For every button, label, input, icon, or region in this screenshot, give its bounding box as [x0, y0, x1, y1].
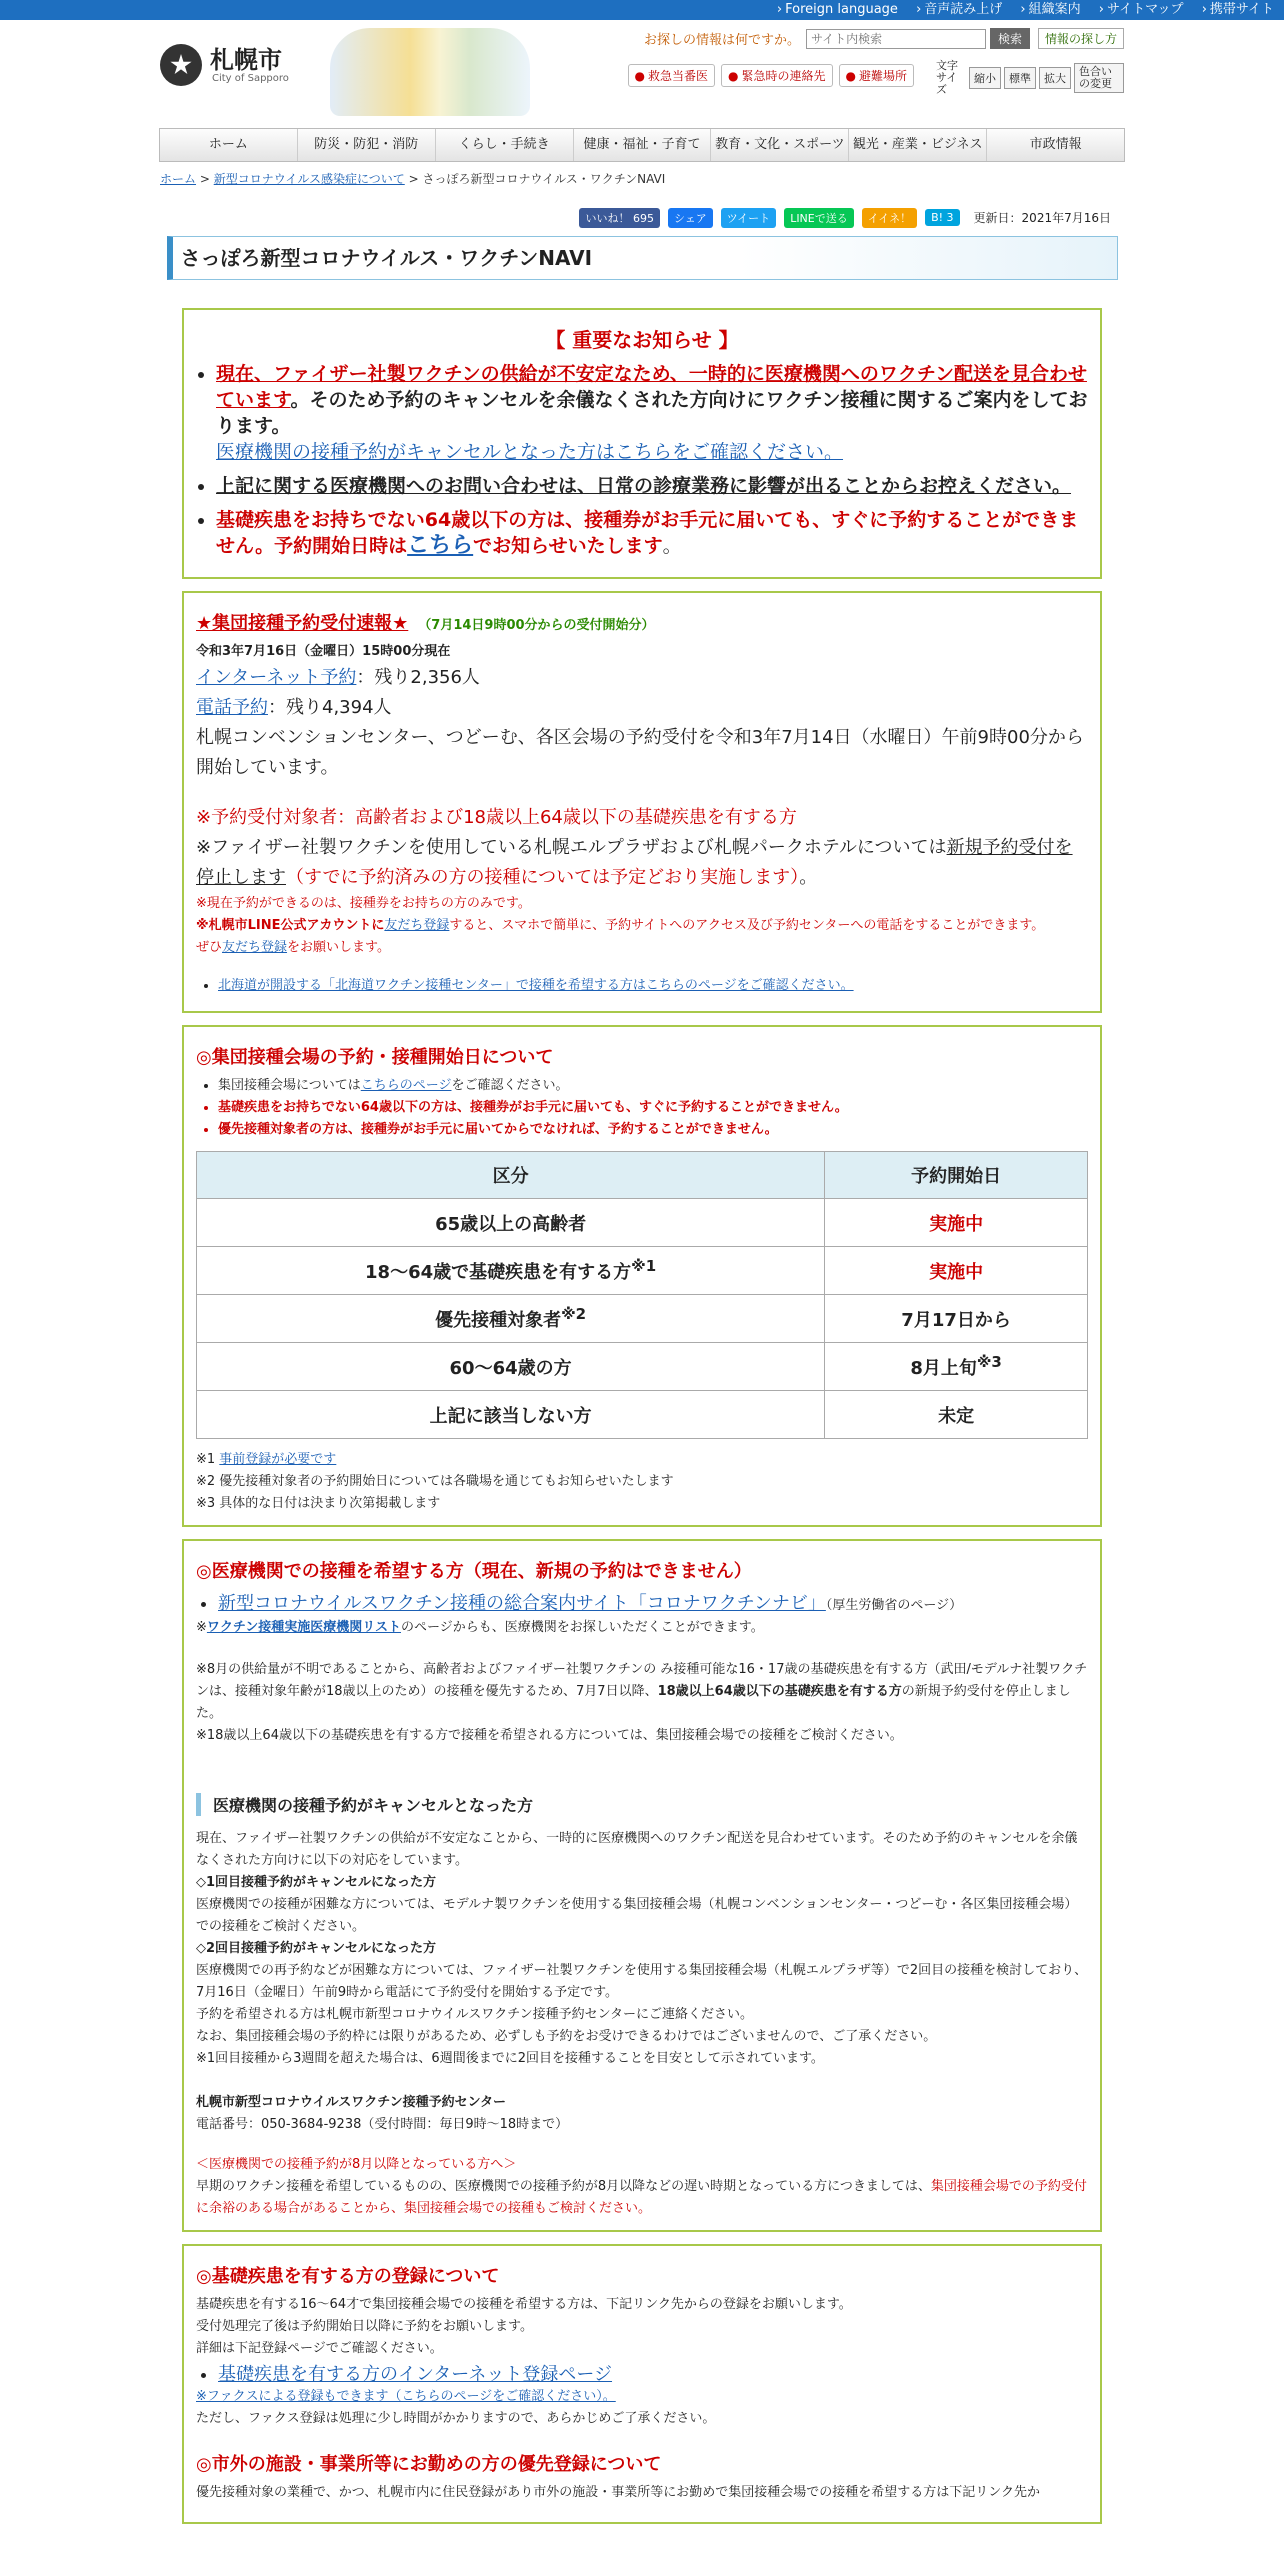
internet-reservation: インターネット予約：残り2,356人 [196, 667, 480, 688]
hokkaido-center-link[interactable]: 北海道が開設する「北海道ワクチン接種センター」で接種を希望する方はこちらのページをご確認ください。 [218, 978, 854, 993]
search-area [644, 28, 1124, 49]
institution-list-link[interactable]: ワクチン接種実施医療機関リスト [206, 1620, 401, 1635]
schedule-bullet-2: • 基礎疾患をお持ちでない64歳以下の方は、接種券がお手元に届いても、すぐに予約することができません。 [218, 1097, 1088, 1119]
search-input[interactable] [806, 29, 986, 49]
th-category: 区分 [197, 1152, 825, 1199]
table-row: 65歳以上の高齢者 実施中 [197, 1199, 1088, 1247]
search-button[interactable]: 検索 [990, 28, 1030, 49]
breadcrumb: ホーム > 新型コロナウイルス感染症について > さっぽろ新型コロナウイルス・ワクチンNAVI [160, 172, 666, 186]
line-button[interactable]: LINEで送る [784, 208, 854, 228]
schedule-note-1: ※1 事前登録が必要です [196, 1452, 337, 1467]
schedule-link[interactable]: こちら [407, 533, 474, 558]
font-smaller-button[interactable]: 縮小 [969, 67, 1001, 89]
font-normal-button[interactable]: 標準 [1004, 67, 1036, 89]
sitemap-link[interactable]: › サイトマップ [1099, 2, 1184, 17]
registration-text-1: 基礎疾患を有する16～64才で集団接種会場での接種を希望する方は、下記リンク先からの登録をお願いします。 [196, 2297, 852, 2312]
search-prompt: お探しの情報は何ですか。 [643, 33, 800, 48]
breadcrumb-home[interactable]: ホーム [160, 172, 197, 186]
cancelled-reservation-link[interactable]: 医療機関の接種予約がキャンセルとなった方はこちらをご確認ください。 [216, 441, 844, 463]
cancel-heading: 医療機関の接種予約がキャンセルとなった方 [196, 1793, 1088, 1816]
nav-tourism[interactable]: 観光・産業・ビジネス [849, 129, 987, 161]
breadcrumb-covid[interactable]: 新型コロナウイルス感染症について [213, 172, 405, 186]
phone-reservation: 電話予約：残り4,394人 [196, 697, 392, 718]
table-row: 優先接種対象者$^{※2}$ 7月17日から [197, 1295, 1088, 1343]
schedule-note-2: ※2 優先接種対象者の予約開始日については各職場を通じてもお知らせいたします [196, 1474, 674, 1489]
organization-link[interactable]: › 組織案内 [1020, 2, 1080, 17]
registration-heading: ◎基礎疾患を有する方の登録について [196, 2266, 500, 2287]
table-row: 60～64歳の方 8月上旬$^{※3}$ [197, 1343, 1088, 1391]
second-dose-heading: ◇2回目接種予約がキャンセルになった方 [196, 1941, 437, 1956]
emergency-links [622, 64, 915, 87]
foreign-language-link[interactable]: › Foreign language [777, 2, 898, 17]
outside-heading: ◎市外の施設・事業所等にお勤めの方の優先登録について [196, 2454, 662, 2475]
speech-link[interactable]: › 音声読み上げ [916, 2, 1002, 17]
line-friend-link-2[interactable]: 友だち登録 [222, 940, 288, 955]
nav-disaster[interactable]: 防災・防犯・消防 [298, 129, 436, 161]
schedule-bullet-3: • 優先接種対象者の方は、接種券がお手元に届いてからでなければ、予約することができません。 [218, 1119, 1088, 1141]
logo-name: 札幌市 [210, 44, 282, 74]
font-larger-button[interactable]: 拡大 [1039, 67, 1071, 89]
font-size-label: 文字サイズ [936, 59, 958, 96]
nav-education[interactable]: 教育・文化・スポーツ [711, 129, 849, 161]
second-dose-text-3: なお、集団接種会場の予約枠には限りがあるため、必ずしも予約をお受けできるわけではございませんので、ご了承ください。 [196, 2029, 937, 2044]
mobile-site-link[interactable]: › 携帯サイト [1202, 2, 1274, 17]
medical-heading: ◎医療機関での接種を希望する方（現在、新規の予約はできません） [196, 1561, 752, 1582]
note-line: ※札幌市LINE公式アカウントに友だち登録すると、スマホで簡単に、予約サイトへのアクセス及び予約センターへの電話をすることができます。 ぜひ友だち登録をお願いします。 [196, 918, 1045, 955]
first-dose-heading: ◇1回目接種予約がキャンセルになった方 [196, 1875, 437, 1890]
th-start: 予約開始日 [825, 1152, 1088, 1199]
internet-registration-link[interactable]: 基礎疾患を有する方のインターネット登録ページ [218, 2364, 613, 2385]
logo-sub: City of Sapporo [212, 72, 289, 84]
fax-registration-link[interactable]: ※ファクスによる登録もできます（こちらのページをご確認ください）。 [196, 2389, 616, 2404]
registration-box [182, 2244, 1102, 2524]
nav-living[interactable]: くらし・手続き [436, 129, 574, 161]
schedule-heading: ◎集団接種会場の予約・接種開始日について [196, 1047, 554, 1068]
flash-asof: 令和3年7月16日（金曜日）15時00分現在 [196, 644, 451, 659]
registration-text-2: 受付処理完了後は予約開始日以降に予約をお願いします。 [196, 2319, 533, 2334]
important-item-3: • 基礎疾患をお持ちでない64歳以下の方は、接種券がお手元に届いても、すぐに予約することができません。予約開始日時はこちらでお知らせいたします。 [216, 507, 1088, 559]
center-tel: 電話番号：050-3684-9238（受付時間：毎日9時～18時まで） [196, 2117, 569, 2132]
nav-home[interactable]: ホーム [160, 129, 298, 161]
fax-note: ただし、ファクス登録は処理に少し時間がかかりますので、あらかじめご了承ください。 [196, 2411, 716, 2426]
venues-text: 札幌コンベンションセンター、つどーむ、各区会場の予約受付を令和3年7月14日（水曜日）午前9時00分から開始しています。 [196, 727, 1084, 778]
registration-text-3: 詳細は下記登録ページでご確認ください。 [196, 2341, 443, 2356]
fax-registration [196, 2386, 1088, 2408]
institution-list-text: ※ワクチン接種実施医療機関リストのページからも、医療機関をお探しいただくことができます。 [196, 1620, 764, 1635]
schedule-note-3: ※3 具体的な日付は決まり次第掲載します [196, 1496, 441, 1511]
important-item-1: • 現在、ファイザー社製ワクチンの供給が不安定なため、一時的に医療機関へのワクチン配送を見合わせています。そのため予約のキャンセルを余儀なくされた方向けにワクチン接種に関するご案内をしております。 医療機関の接種予約がキャンセルとなった方はこちらをご確認ください。 [216, 361, 1088, 465]
important-item-2: • 上記に関する医療機関へのお問い合わせは、日常の診療業務に影響が出ることからお控えください。 [216, 473, 1088, 499]
updated-date: 更新日：2021年7月16日 [973, 211, 1111, 225]
emergency-contact-link[interactable]: ● 緊急時の連絡先 [721, 64, 833, 87]
second-dose-text-4: ※1回目接種から3週間を超えた場合は、6週間後までに2回目を接種することを目安として示されています。 [196, 2051, 824, 2066]
header-decoration-image [330, 28, 530, 116]
important-heading: 【 重要なお知らせ 】 [545, 328, 739, 352]
table-row: 上記に該当しない方 未定 [197, 1391, 1088, 1439]
first-dose-text: 医療機関での接種が困難な方については、モデルナ製ワクチンを使用する集団接種会場（札幌コンベンションセンター・つどーむ・各区集団接種会場）での接種をご検討ください。 [196, 1897, 1078, 1934]
center-name: 札幌市新型コロナウイルスワクチン接種予約センター [196, 2095, 507, 2110]
social-buttons [167, 207, 1117, 228]
schedule-table [196, 1151, 1088, 1439]
evacuation-link[interactable]: ● 避難場所 [839, 64, 915, 87]
second-dose-text-2: 予約を希望される方は札幌市新型コロナウイルスワクチン接種予約センターにご連絡ください。 [196, 2007, 754, 2022]
nav-city[interactable]: 市政情報 [1029, 137, 1082, 152]
table-row: 18～64歳で基礎疾患を有する方$^{※1}$ 実施中 [197, 1247, 1088, 1295]
venue-page-link[interactable]: こちらのページ [360, 1078, 452, 1093]
note-ticket: ※現在予約ができるのは、接種券をお持ちの方のみです。 [196, 896, 531, 911]
mixi-button[interactable]: イイネ！ [862, 208, 917, 228]
schedule-bullet-1: • 集団接種会場についてはこちらのページをご確認ください。 [218, 1075, 1088, 1097]
reservation-flash-box [182, 591, 1102, 1013]
second-dose-text-1: 医療機関での再予約などが困難な方については、ファイザー社製ワクチンを使用する集団接種会場（札幌エルプラザ等）で2回目の接種を検討しており、7月16日（金曜日）午前9時から電話にて予約受付を開始する予定です。 [196, 1963, 1088, 2000]
schedule-box [182, 1025, 1102, 1527]
global-nav [159, 128, 1125, 162]
city-emblem-icon [160, 44, 202, 86]
site-logo[interactable] [160, 44, 289, 86]
august-supply-note: ※18歳以上64歳以下の基礎疾患を有する方で接種を希望される方については、集団接種会場での接種をご検討ください。 [196, 1728, 903, 1743]
emergency-doctor-link[interactable]: ● 救急当番医 [628, 64, 716, 87]
pre-registration-link[interactable]: 事前登録が必要です [219, 1452, 337, 1467]
color-change-button[interactable]: 色合いの変更 [1074, 63, 1124, 93]
flash-heading: ★集団接種予約受付速報★ （7月14日9時00分からの受付開始分） [196, 613, 655, 634]
font-size-controls [936, 60, 1124, 96]
target-text: ※予約受付対象者：高齢者および18歳以上64歳以下の基礎疾患を有する方 [196, 807, 797, 828]
important-notice-box [182, 308, 1102, 579]
pfizer-text: ※ファイザー社製ワクチンを使用している札幌エルプラザおよび札幌パークホテルについては新規予約受付を停止します（すでに予約済みの方の接種については予定どおり実施します）。 [196, 837, 1073, 888]
cancel-paragraph: 現在、ファイザー社製ワクチンの供給が不安定なことから、一時的に医療機関へのワクチン配送を見合わせています。そのため予約のキャンセルを余儀なくされた方向けに以下の対応をしています。 [196, 1831, 1078, 1868]
site-header [160, 20, 1124, 120]
line-friend-link-1[interactable]: 友だち登録 [384, 918, 450, 933]
late-text: 早期のワクチン接種を希望しているものの、医療機関での接種予約が8月以降などの遅い時期となっている方につきましては、集団接種会場での予約受付に余裕のある場合があることから、集団接種会場での接種もご検討ください。 [196, 2179, 1087, 2216]
page-title: さっぽろ新型コロナウイルス・ワクチンNAVI [167, 236, 1118, 280]
facebook-like-button[interactable]: いいね！ 695 [579, 208, 660, 228]
utility-bar [0, 0, 1284, 20]
breadcrumb-current: さっぽろ新型コロナウイルス・ワクチンNAVI [422, 172, 666, 186]
share-button[interactable]: シェア [668, 208, 713, 228]
corona-navi-link[interactable]: 新型コロナウイルスワクチン接種の総合案内サイト「コロナワクチンナビ」 [218, 1593, 826, 1614]
important-list [196, 361, 1088, 559]
august-supply-text: ※8月の供給量が不明であることから、高齢者およびファイザー社製ワクチンの み接種可能な16・17歳の基礎疾患を有する方（武田/モデルナ社製ワクチンは、接種対象年齢が18歳以上のため）の接種を優先するため、7月7日以降、18歳以上64歳以下の基礎疾患を有する方の新規予約受付を停止しました。 [196, 1662, 1088, 1721]
nav-health[interactable]: 健康・福祉・子育て [574, 129, 712, 161]
internet-reservation-link[interactable]: インターネット予約 [196, 667, 357, 688]
phone-reservation-link[interactable]: 電話予約 [196, 697, 268, 718]
hatena-button[interactable]: B! 3 [925, 209, 959, 226]
search-help-link[interactable]: 情報の探し方 [1038, 28, 1124, 49]
late-heading: ＜医療機関での接種予約が8月以降となっている方へ＞ [196, 2157, 517, 2172]
outside-text: 優先接種対象の業種で、かつ、札幌市内に住民登録があり市外の施設・事業所等にお勤めで集団接種会場での接種を希望する方は下記リンク先か [196, 2485, 1040, 2500]
tweet-button[interactable]: ツイート [721, 208, 776, 228]
medical-box: ◎医療機関での接種を希望する方（現在、新規の予約はできません） • 新型コロナウイルスワクチン接種の総合案内サイト「コロナワクチンナビ」（厚生労働省のページ） ※ワクチン接種実施医療機関リストのページからも、医療機関をお探しいただくことができます。 ※8月の供給量が不明であることから、高齢者およびファイザー社製ワクチンの み接種可能な16・17歳の基礎疾患を有する方（武田/モデルナ社製ワクチンは、接種対象年齢が18歳以上のため）の接種を優先するため、7月7日以降、18歳以上64歳以下の基礎疾患を有する方の新規予約受付を停止しました。 ※18歳以上64歳以下の基礎疾患を有する方で接種を希望される方については、集団接種会場での接種をご検討ください。 医療機関の接種予約がキャンセルとなった方 現在、ファイザー社製ワクチンの供給が不安定なことから、一時的に医療機関へのワクチン配送を見合わせています。そのため予約のキャンセルを余儀なくされた方向けに以下の対応をしています。 ◇1回目接種予約がキャンセルになった方 医療機関での接種が困難な方については、モデルナ製ワクチンを使用する集団接種会場（札幌コンベンションセンター・つどーむ・各区集団接種会場）での接種をご検討ください。 ◇2回目接種予約がキャンセルになった方 医療機関での再予約などが困難な方については、ファイザー社製ワクチンを使用する集団接種会場（札幌エルプラザ等）で2回目の接種を検討しており、7月16日（金曜日）午前9時から電話にて予約受付を開始する予定です。 予約を希望される方は札幌市新型コロナウイルスワクチン接種予約センターにご連絡ください。 なお、集団接種会場の予約枠には限りがあるため、必ずしも予約をお受けできるわけではございませんので、ご了承ください。 ※1回目接種から3週間を超えた場合は、6週間後までに2回目を接種することを目安として示されています。 札幌市新型コロナウイルスワクチン接種予約センター 電話番号：050-3684-9238（受付時間：毎日9時～18時まで） ＜医療機関での接種予約が8月以降となっている方へ＞ 早期のワクチン接種を希望しているものの、医療機関での接種予約が8月以降などの遅い時期となっている方につきましては、集団接種会場での予約受付に余裕のある場合があることから、集団接種会場での接種もご検討ください。 [182, 1539, 1102, 2232]
